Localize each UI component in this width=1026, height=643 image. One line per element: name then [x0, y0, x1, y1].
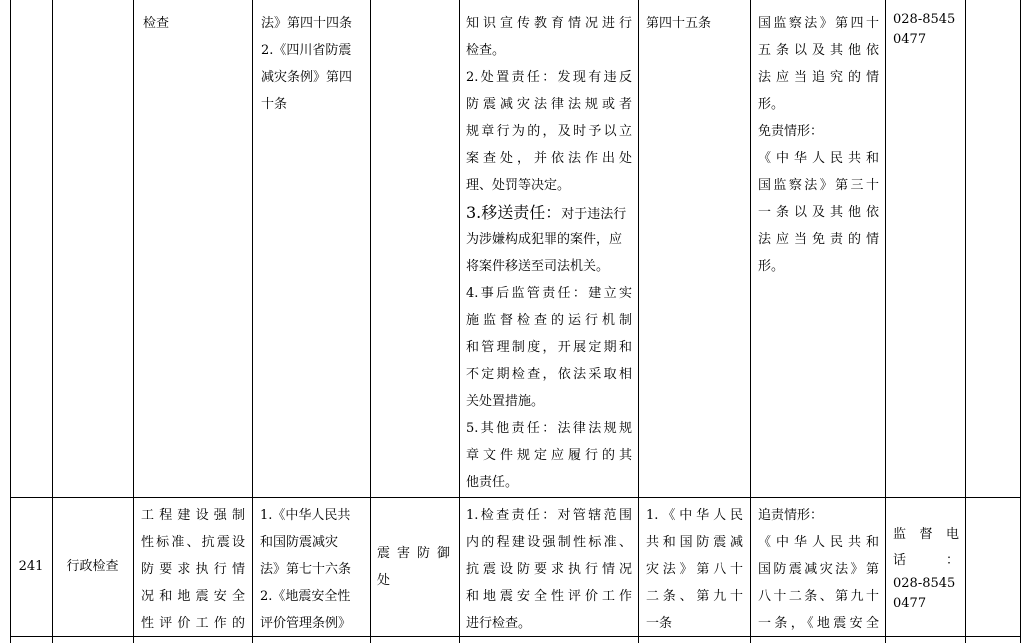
cell-line: 为涉嫌构成犯罪的案件，应 [466, 232, 623, 247]
cell-line: 十条 [261, 97, 288, 112]
table-border [885, 0, 886, 643]
phone-line: 0477 [893, 596, 927, 611]
cell-line: 和国防震减灾 [260, 535, 339, 550]
cell-line: 法应当追究的情 [758, 70, 879, 85]
table-border [965, 0, 966, 643]
cell-line: 国监察法》第三十 [758, 178, 879, 193]
cell-line: 国监察法》第四十 [758, 16, 879, 31]
cell-line: 施监督检查的运行机制 [466, 313, 632, 328]
cell-line: 法》第七十六条 [260, 562, 352, 577]
phone-line: 话： [893, 553, 959, 568]
phone-cell [893, 522, 959, 614]
legal-basis-cell [261, 10, 363, 118]
table-border [52, 0, 53, 643]
cell-line: 防要求执行情 [141, 562, 245, 577]
cell-line: 性标准、抗震设 [141, 535, 245, 550]
cell-line: 案查处，并依法作出处 [466, 151, 632, 166]
cell-line: 法应当免责的情 [758, 232, 879, 247]
phone-line: 028-8545 [893, 12, 956, 27]
cell-line [466, 199, 632, 226]
cell-line: 2.《地震安全性 [260, 589, 351, 604]
table-border [133, 0, 134, 643]
cell-line: 2.《四川省防震 [261, 43, 352, 58]
cell-line: 免责情形： [758, 124, 824, 139]
pursuit-basis-cell [646, 10, 744, 37]
table-border [459, 0, 460, 643]
cell-line: 八十二条、第九十 [758, 589, 879, 604]
cell-line: 《中华人民共和 [758, 535, 879, 550]
table-border [1020, 0, 1021, 643]
cell-line: 将案件移送至司法机关。 [466, 259, 610, 274]
cell-line: 震害防御 [377, 546, 450, 561]
table-border [750, 0, 751, 643]
transfer-text: 对于违法行 [561, 207, 627, 222]
responsibility-cell [466, 502, 632, 637]
cell-line: 一条 [646, 616, 673, 631]
cell-line: 内的程建设强制性标准、 [466, 535, 632, 550]
item-name-cell [141, 502, 245, 637]
item-name-cell [143, 10, 243, 37]
cell-line: 关处置措施。 [466, 394, 545, 409]
phone-line: 0477 [893, 32, 927, 47]
cell-line: 4.事后监管责任：建立实 [466, 286, 632, 301]
table-border [370, 0, 371, 643]
cell-line: 共和国防震减 [646, 535, 743, 550]
cell-line: 1.《中华人民共 [260, 508, 351, 523]
cell-line: 国防震减灾法》第 [758, 562, 879, 577]
cell-line: 防震减灾法律法规或者 [466, 97, 632, 112]
phone-line: 028-8545 [893, 576, 956, 591]
cell-line: 2.处置责任：发现有违反 [466, 70, 632, 85]
responsibility-cell [466, 10, 632, 496]
cell-line: 规章行为的，及时予以立 [466, 124, 632, 139]
cell-line: 和管理制度，开展定期和 [466, 340, 632, 355]
table-border [10, 0, 11, 643]
cell-line: 工程建设强制 [141, 508, 245, 523]
cell-line: 形。 [758, 259, 785, 274]
cell-line: 知识宣传教育情况进行 [466, 16, 632, 31]
cell-line: 一条，《地震安全 [758, 616, 879, 631]
cell-line: 五条以及其他依 [758, 43, 879, 58]
cell-line: 性评价工作的 [141, 616, 245, 631]
cell-line: 第四十五条 [646, 16, 712, 31]
cell-line: 5.其他责任：法律法规规 [466, 421, 632, 436]
row-divider [10, 497, 1020, 498]
phone-line: 监督电 [893, 527, 959, 542]
cell-line: 形。 [758, 97, 785, 112]
check-type-cell: 行政检查 [66, 559, 119, 574]
cell-line: 况和地震安全 [141, 589, 245, 604]
cell-line: 进行检查。 [466, 616, 532, 631]
department-cell [377, 540, 450, 594]
cell-line: 二条、第九十 [646, 589, 743, 604]
cell-line: 理、处罚等决定。 [466, 178, 571, 193]
cell-line: 抗震设防要求执行情况 [466, 562, 632, 577]
pursuit-basis-cell [646, 502, 743, 637]
cell-line: 法》第四十四条 [261, 16, 353, 31]
transfer-heading: 3.移送责任： [466, 203, 562, 222]
cell-line: 评价管理条例》 [260, 616, 352, 631]
cell-line: 和地震安全性评价工作 [466, 589, 632, 604]
row-number: 241 [18, 559, 44, 574]
cell-line: 《中华人民共和 [758, 151, 879, 166]
exemption-cell [758, 10, 879, 280]
cell-line: 1.《中华人民 [646, 508, 743, 523]
cell-line: 检查。 [466, 43, 506, 58]
cell-line: 章文件规定应履行的其 [466, 448, 632, 463]
exemption-cell [758, 502, 879, 637]
cell-line: 处 [377, 573, 391, 588]
table-border [252, 0, 253, 643]
cell-line: 他责任。 [466, 475, 519, 490]
cell-line: 追责情形： [758, 508, 824, 523]
phone-cell [893, 10, 961, 50]
cell-line: 1.检查责任：对管辖范围 [466, 508, 632, 523]
table-border [638, 0, 639, 643]
cell-line: 不定期检查，依法采取相 [466, 367, 632, 382]
cell-line: 一条以及其他依 [758, 205, 879, 220]
legal-basis-cell [260, 502, 364, 637]
cell-line: 检查 [143, 16, 170, 31]
cell-line: 减灾条例》第四 [261, 70, 353, 85]
cell-line: 灾法》第八十 [646, 562, 743, 577]
